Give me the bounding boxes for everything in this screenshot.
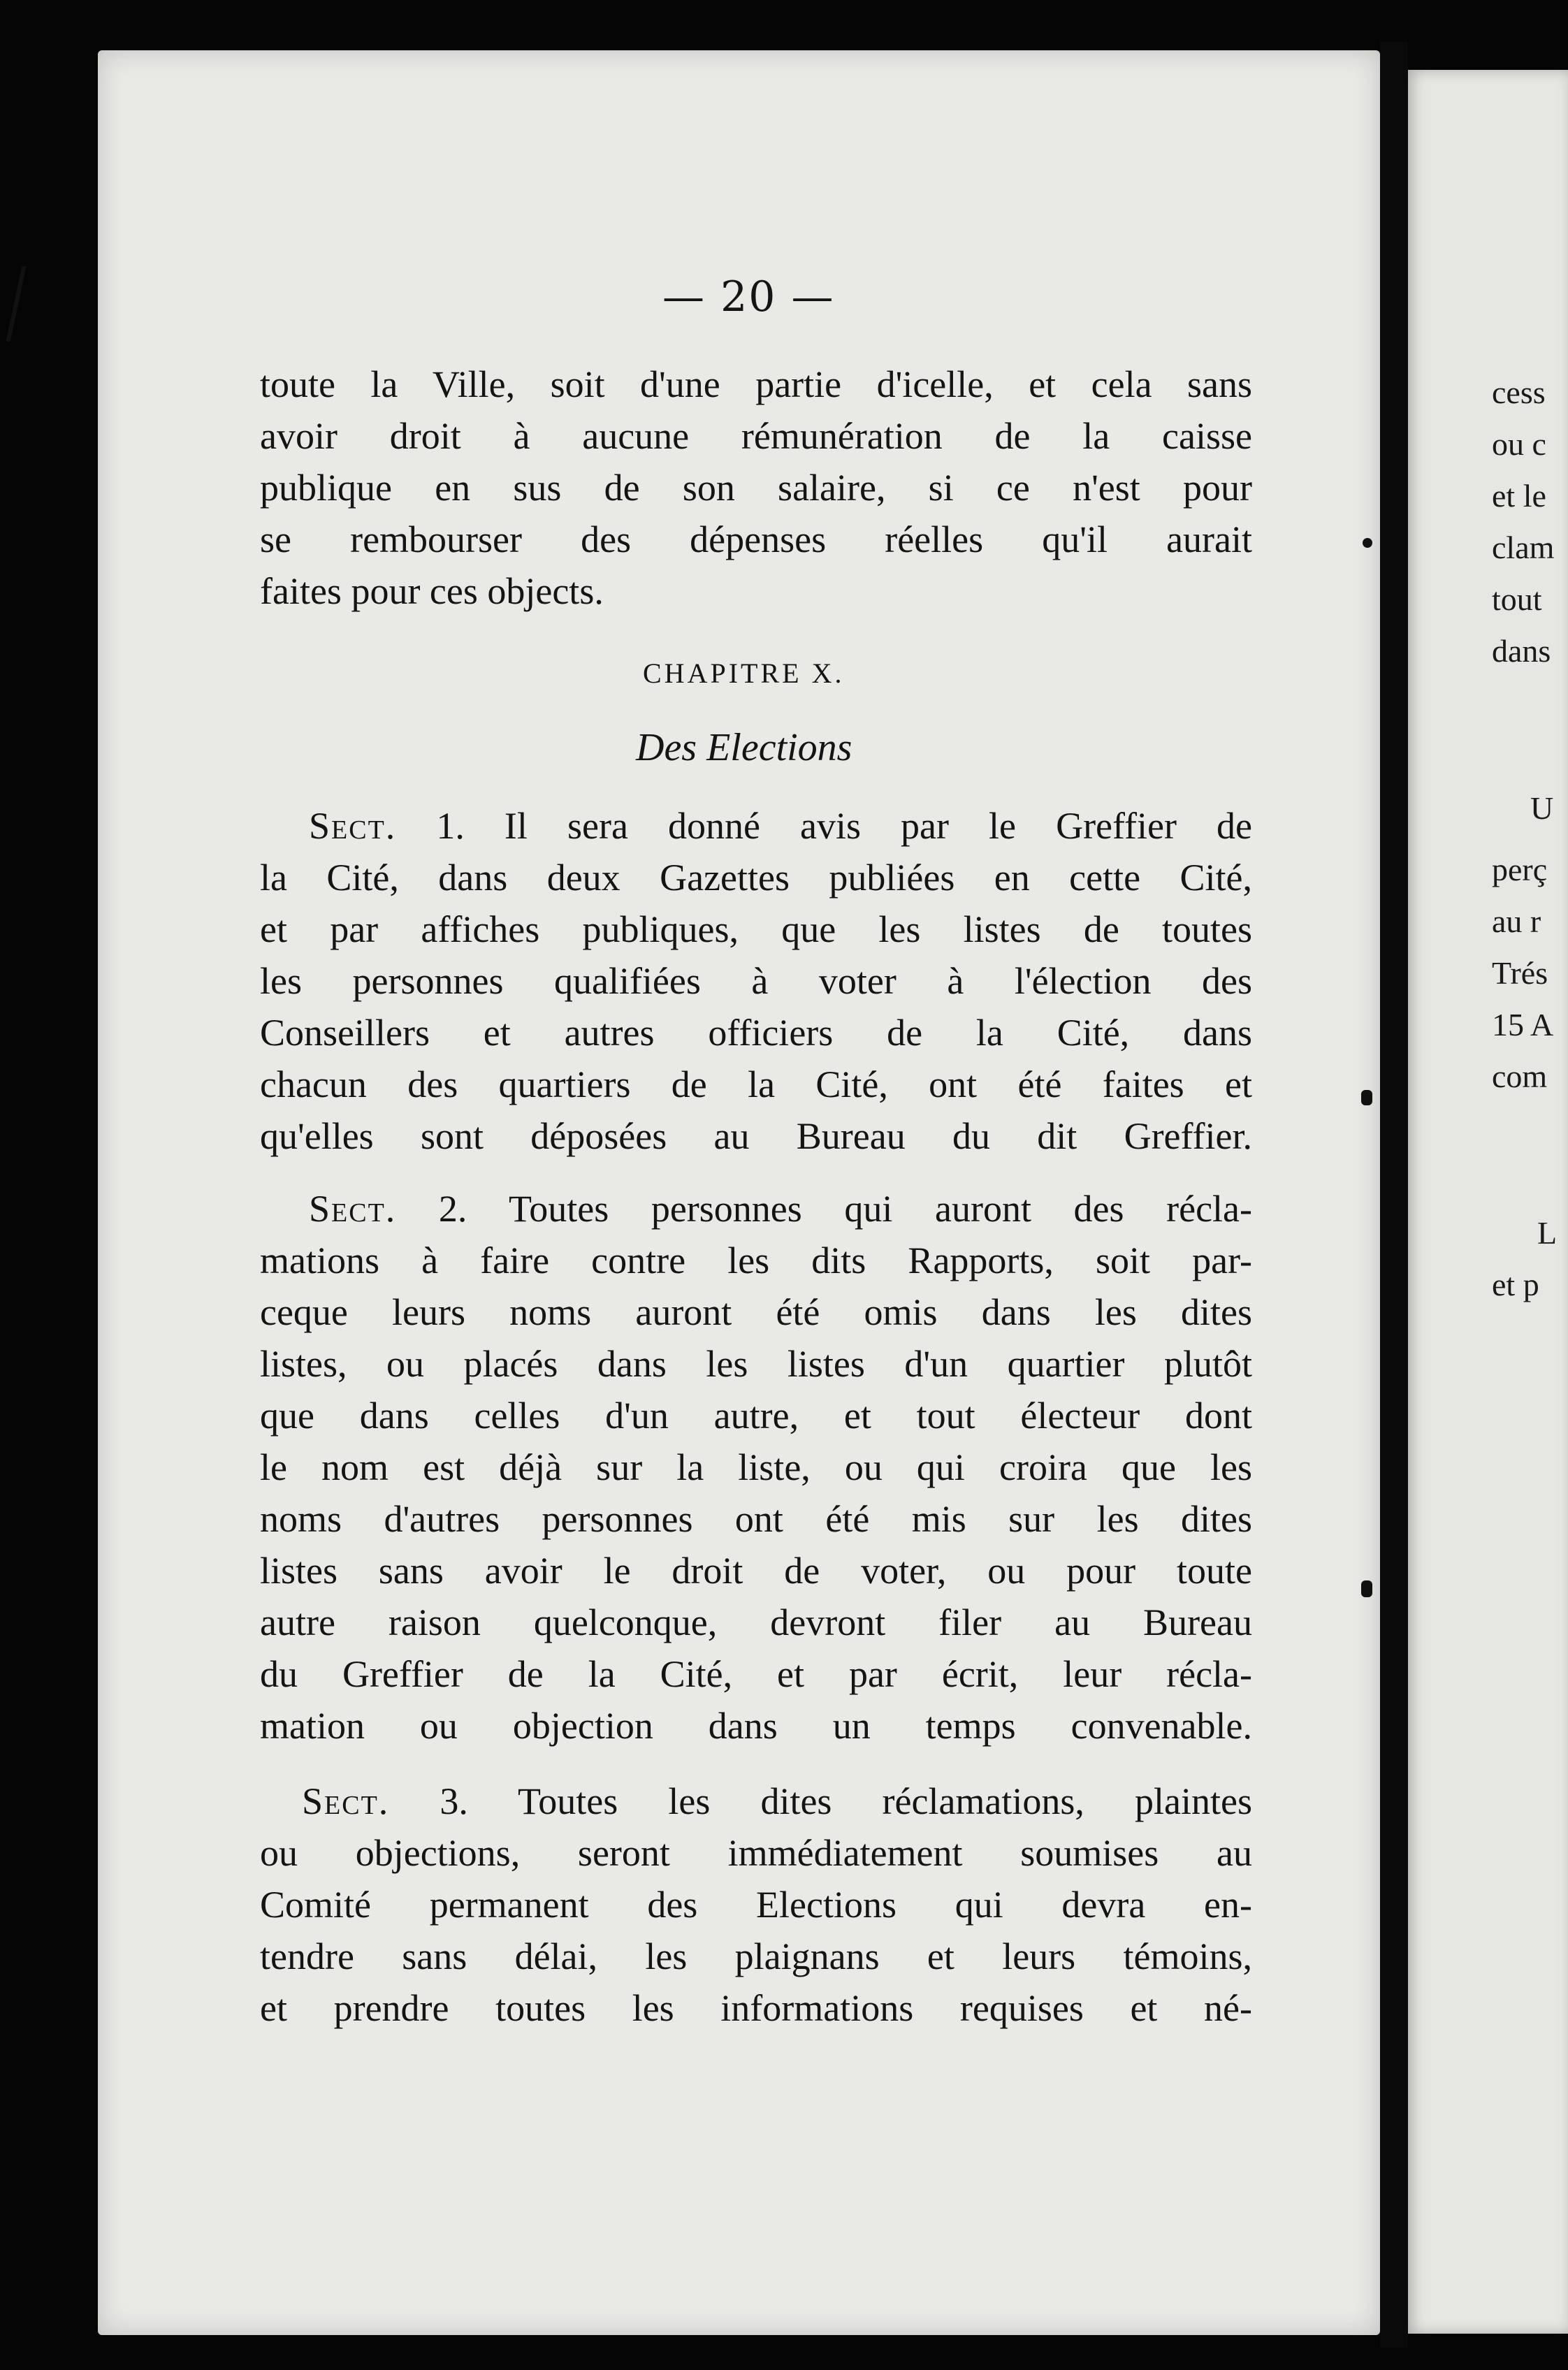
text-line: du Greffier de la Cité, et par écrit, leur récla-	[260, 1653, 1252, 1695]
facing-page-fragment: et p	[1492, 1267, 1539, 1302]
facing-page-fragment: L	[1537, 1215, 1558, 1251]
text-line: la Cité, dans deux Gazettes publiées en cette Cité,	[260, 857, 1252, 899]
facing-page-fragment: et le	[1492, 478, 1546, 514]
section-text: 3. Toutes les dites réclamations, plaintes	[389, 1780, 1252, 1822]
text-line: chacun des quartiers de la Cité, ont été faites et	[260, 1063, 1252, 1105]
text-line: toute la Ville, soit d'une partie d'icelle, et cela sans	[260, 363, 1252, 405]
facing-page-fragment: ou c	[1492, 426, 1546, 462]
text-line: listes sans avoir le droit de voter, ou pour toute	[260, 1550, 1252, 1592]
text-line: mations à faire contre les dits Rapports, soit par-	[260, 1239, 1252, 1281]
text-line: ceque leurs noms auront été omis dans les dites	[260, 1291, 1252, 1333]
facing-page-fragment: U	[1530, 790, 1554, 826]
section-title: Des Elections	[636, 726, 852, 769]
text-line	[302, 1780, 1252, 1822]
text-line	[309, 1188, 1252, 1230]
text-line: avoir droit à aucune rémunération de la caisse	[260, 415, 1252, 457]
text-line: mation ou objection dans un temps convenable.	[260, 1705, 1252, 1747]
scan-speck	[1363, 538, 1372, 548]
text-line	[309, 805, 1252, 847]
text-line: et par affiches publiques, que les listes de toutes	[260, 908, 1252, 950]
scan-speck	[1361, 1580, 1372, 1597]
text-line: qu'elles sont déposées au Bureau du dit Greffier.	[260, 1115, 1252, 1157]
text-line: publique en sus de son salaire, si ce n'est pour	[260, 467, 1252, 509]
text-line: les personnes qualifiées à voter à l'élection des	[260, 960, 1252, 1002]
scan-speck	[6, 266, 27, 342]
text-line: Conseillers et autres officiers de la Cité, dans	[260, 1012, 1252, 1054]
page-number: — 20 —	[662, 272, 835, 321]
text-line: Comité permanent des Elections qui devra en-	[260, 1884, 1252, 1926]
section-text: 2. Toutes personnes qui auront des récla-	[396, 1188, 1252, 1230]
text-line: ou objections, seront immédiatement soumises au	[260, 1832, 1252, 1874]
section-label: Sect.	[309, 1188, 397, 1230]
text-line: que dans celles d'un autre, et tout électeur dont	[260, 1395, 1252, 1437]
facing-page-fragment: cess	[1492, 375, 1546, 410]
section-label: Sect.	[309, 805, 397, 847]
facing-page-fragment: Trés	[1492, 955, 1548, 991]
text-line: tendre sans délai, les plaignans et leurs témoins,	[260, 1935, 1252, 1977]
facing-page-fragment: com	[1492, 1059, 1548, 1094]
section-text: 1. Il sera donné avis par le Greffier de	[396, 805, 1252, 847]
text-line: le nom est déjà sur la liste, ou qui croira que les	[260, 1446, 1252, 1488]
section-label: Sect.	[302, 1780, 390, 1822]
text-line: noms d'autres personnes ont été mis sur les dites	[260, 1498, 1252, 1540]
book-gutter	[1380, 42, 1408, 2348]
chapter-heading: CHAPITRE X.	[643, 657, 845, 689]
facing-page-fragment: clam	[1492, 530, 1555, 565]
facing-page-fragment: tout	[1492, 581, 1542, 617]
facing-page-fragment: au r	[1492, 903, 1541, 939]
text-line: faites pour ces objects.	[260, 570, 604, 612]
text-line: listes, ou placés dans les listes d'un quartier plutôt	[260, 1343, 1252, 1385]
scan-speck	[1361, 1090, 1372, 1105]
facing-page-fragment: perç	[1492, 852, 1548, 887]
facing-page-fragment: 15 A	[1492, 1007, 1554, 1042]
text-line: et prendre toutes les informations requises et né-	[260, 1987, 1252, 2029]
text-line: autre raison quelconque, devront filer au Bureau	[260, 1601, 1252, 1643]
text-line: se rembourser des dépenses réelles qu'il aurait	[260, 518, 1252, 560]
facing-page-fragment: dans	[1492, 633, 1551, 669]
